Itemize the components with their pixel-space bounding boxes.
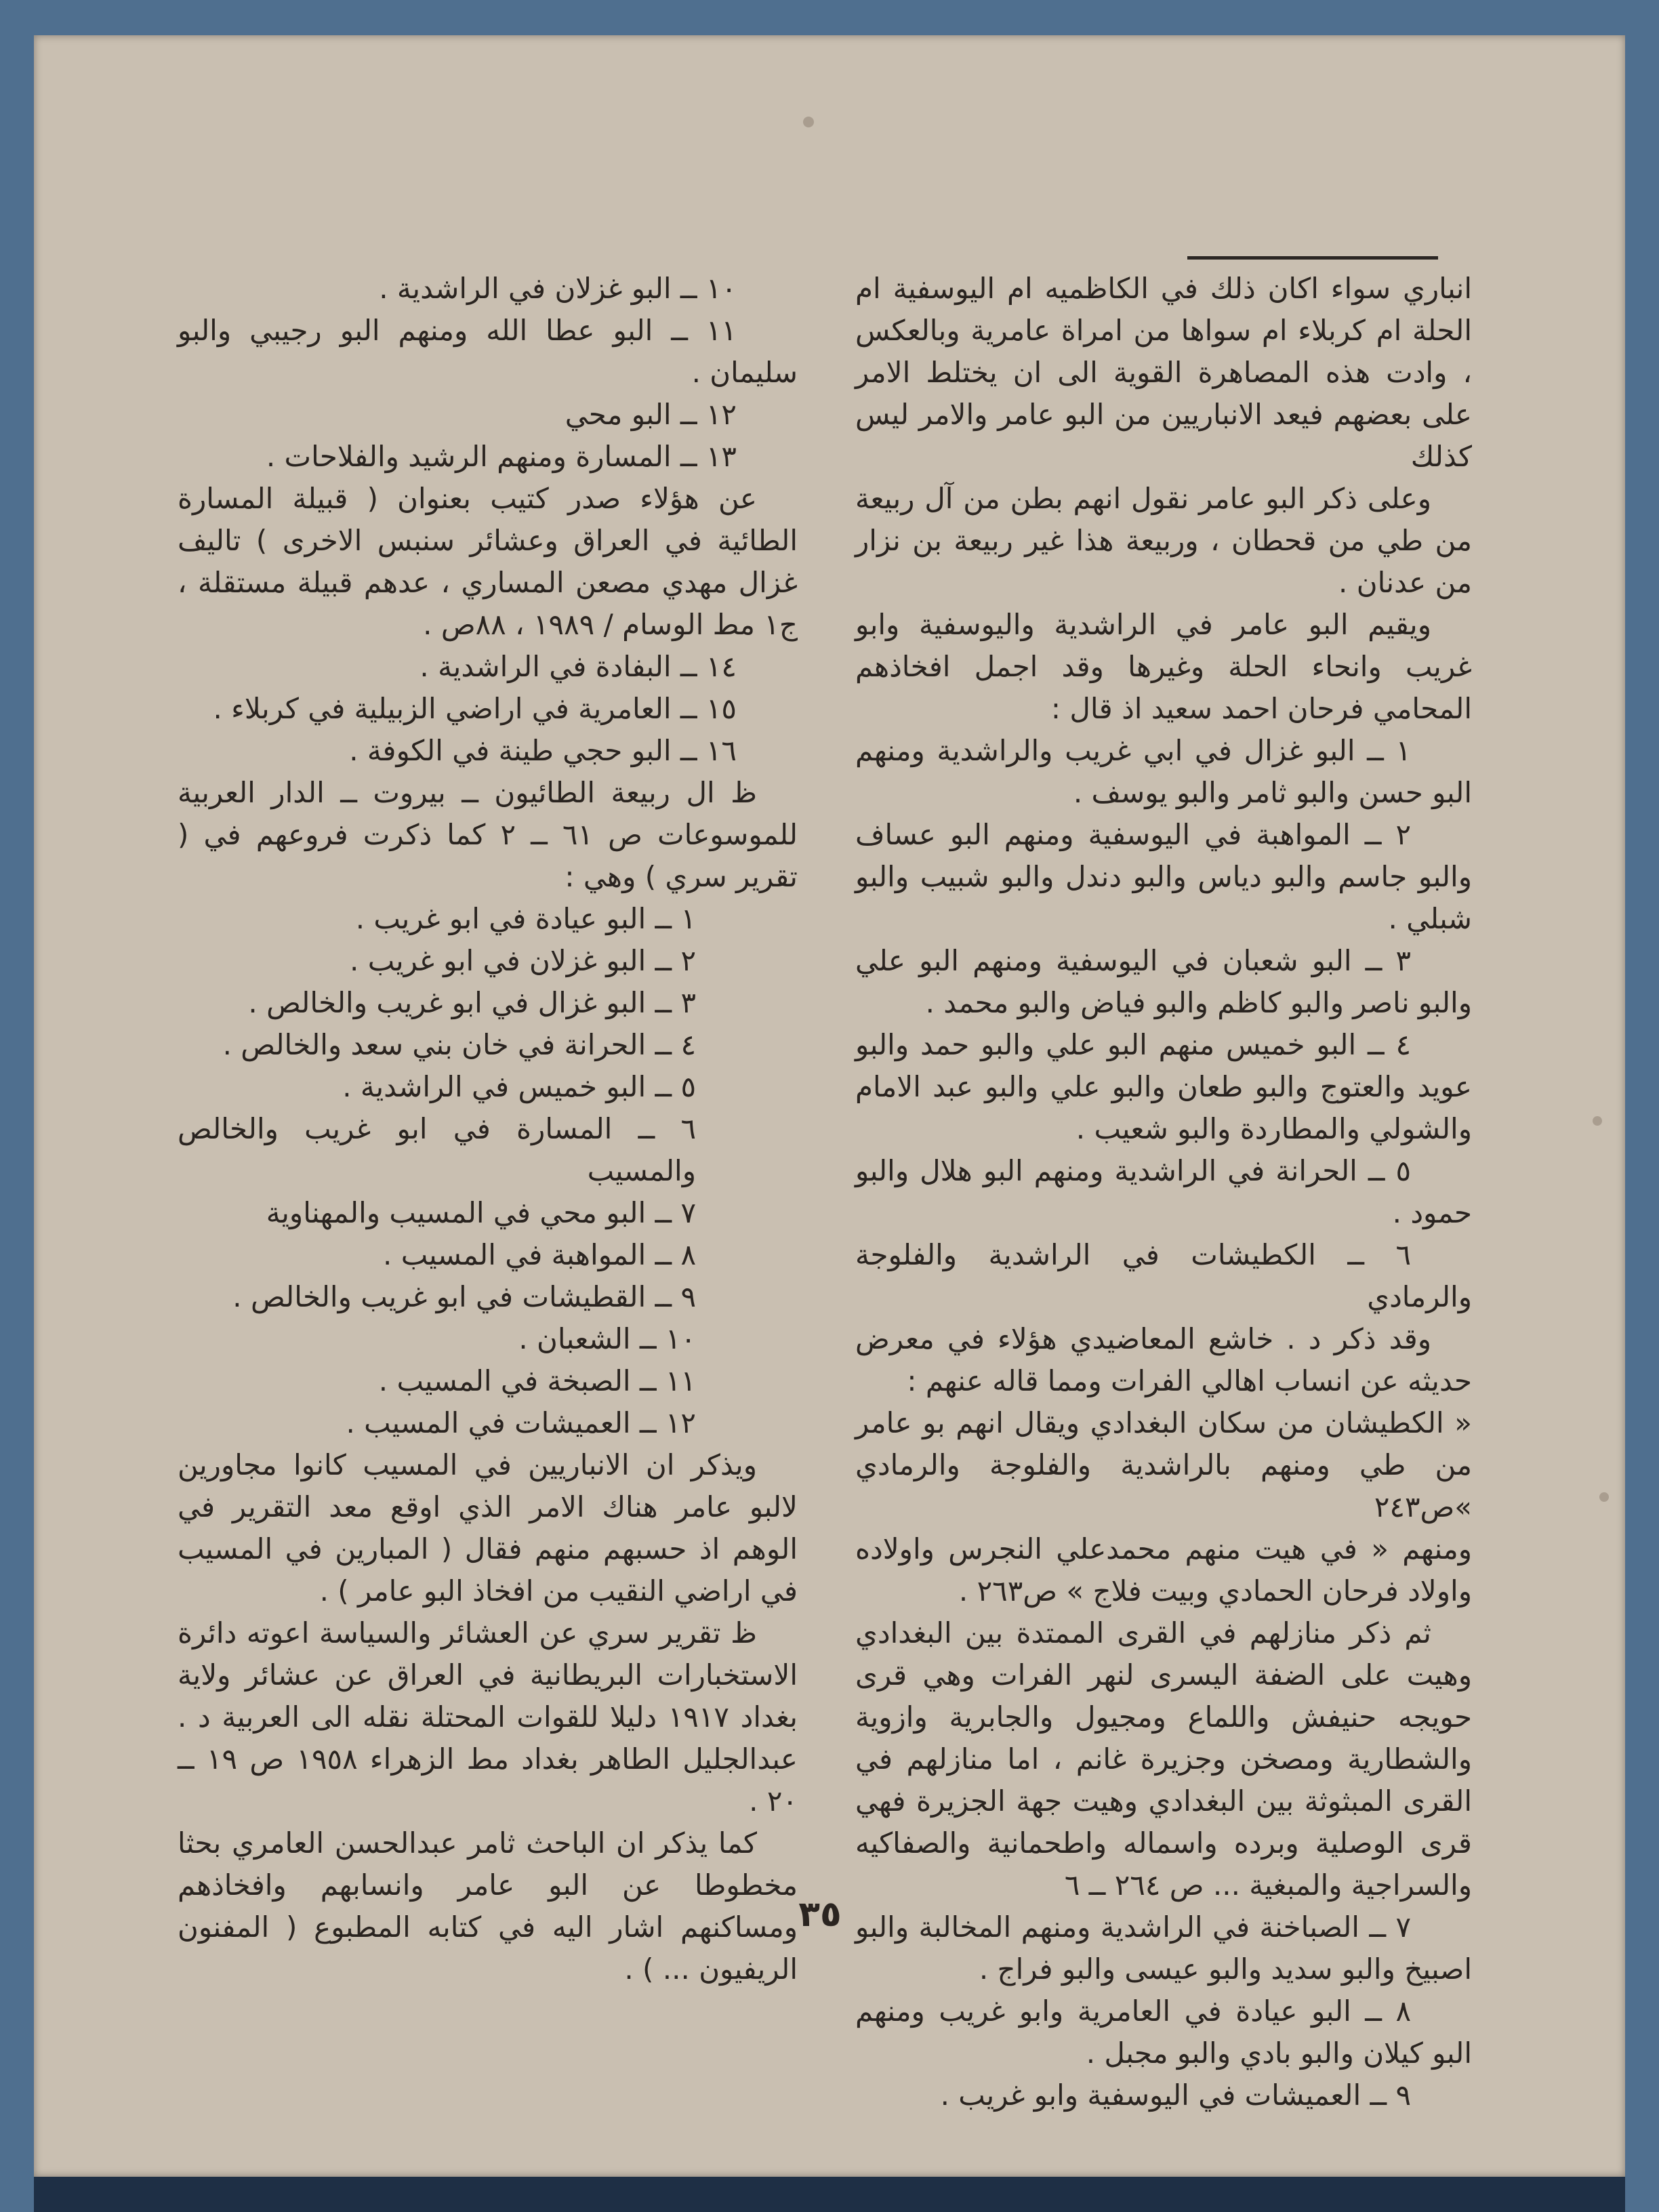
paragraph: ٨ ــ البو عيادة في العامرية وابو غريب ومنهم البو كيلان والبو بادي والبو مجبل . xyxy=(855,1994,1472,2070)
paper-stain xyxy=(1593,1116,1602,1126)
paragraph: ظ تقرير سري عن العشائر والسياسة اعوته دائرة الاستخبارات البريطانية في العراق عن عشائر ولاية بغداد ١٩١٧ دليلا للقوات المحتلة نقله الى العربية د . عبدالجليل الطاهر بغداد مط الزهراء ١٩٥٨ ص ١٩ ــ ٢٠ . xyxy=(178,1616,798,1818)
page-number: ٣٥ xyxy=(798,1894,842,1935)
paragraph: ٤ ــ البو خميس منهم البو علي والبو حمد والبو عويد والعتوج والبو طعان والبو علي والبو عبد الامام والشولي والمطاردة والبو شعيب . xyxy=(855,1028,1472,1145)
paragraph: ٧ ــ الصباخنة في الراشدية ومنهم المخالبة والبو اصبيخ والبو سديد والبو عيسى والبو فراج . xyxy=(855,1910,1472,1986)
paragraph: « الكطيشان من سكان البغدادي ويقال انهم بو عامر من طي ومنهم بالراشدية والفلوجة والرمادي »ص٢٤٣ xyxy=(855,1406,1472,1523)
paragraph: ٤ ــ الحرانة في خان بني سعد والخالص . xyxy=(222,1028,696,1061)
paragraph: ثم ذكر منازلهم في القرى الممتدة بين البغدادي وهيت على الضفة اليسرى لنهر الفرات وهي قرى حويجه حنيفش واللماع ومجيول والجابرية وازوية والشطارية ومصخن وجزيرة غانم ، اما منازلهم في القرى المبثوثة بين البغدادي وهيت جهة الجزيرة فهي قرى الوصلية وبرده واسماله واطحمانية والصفاكيه والسراجية والمبغية ... ص ٢٦٤ ــ ٦ xyxy=(855,1616,1472,1902)
paragraph: ١٠ ــ البو غزلان في الراشدية . xyxy=(379,272,737,305)
paragraph: ٥ ــ البو خميس في الراشدية . xyxy=(342,1070,696,1103)
paragraph: ٦ ــ الكطيشات في الراشدية والفلوجة والرمادي xyxy=(855,1238,1472,1313)
paragraph: عن هؤلاء صدر كتيب بعنوان ( قبيلة المسارة الطائية في العراق وعشائر سنبس الاخرى ) تاليف غزال مهدي مصعن المساري ، عدهم قبيلة مستقلة ، ج١ مط الوسام / ١٩٨٩ ، ٨٨ص . xyxy=(178,482,798,641)
header-rule xyxy=(1187,256,1438,260)
paragraph: انباري سواء اكان ذلك في الكاظميه ام اليوسفية ام الحلة ام كربلاء ام سواها من امراة عامرية وبالعكس ، وادت هذه المصاهرة القوية الى ان يختلط الامر على بعضهم فيعد الانباريين من البو عامر والامر ليس كذلك xyxy=(855,272,1472,473)
paragraph: ١١ ــ البو عطا الله ومنهم البو رجيبي والبو سليمان . xyxy=(178,314,798,389)
paragraph: ١٦ ــ البو حجي طينة في الكوفة . xyxy=(349,734,737,767)
paragraph: ٢ ــ البو غزلان في ابو غريب . xyxy=(350,944,696,977)
paragraph: وعلى ذكر البو عامر نقول انهم بطن من آل ربيعة من طي من قحطان ، وربيعة هذا غير ربيعة بن نزار من عدنان . xyxy=(855,482,1472,599)
paragraph: ٢ ــ المواهبة في اليوسفية ومنهم البو عساف والبو جاسم والبو دياس والبو دندل والبو شبيب والبو شبلي . xyxy=(855,818,1472,935)
paragraph: ويقيم البو عامر في الراشدية واليوسفية وابو غريب وانحاء الحلة وغيرها وقد اجمل افخاذهم المحامي فرحان احمد سعيد اذ قال : xyxy=(855,608,1472,725)
right-text-column xyxy=(855,268,1472,2116)
paragraph: ٧ ــ البو محي في المسيب والمهناوية xyxy=(266,1196,696,1229)
left-text-column xyxy=(178,268,798,1990)
paper-stain xyxy=(1599,1492,1609,1502)
paragraph: ٩ ــ العميشات في اليوسفية وابو غريب . xyxy=(940,2078,1411,2112)
paragraph: ٣ ــ البو شعبان في اليوسفية ومنهم البو علي والبو ناصر والبو كاظم والبو فياض والبو محمد . xyxy=(855,944,1472,1019)
paragraph: ومنهم « في هيت منهم محمدعلي النجرس واولاده واولاد فرحان الحمادي وبيت فلاج » ص٢٦٣ . xyxy=(855,1532,1472,1607)
paragraph: ١٣ ــ المسارة ومنهم الرشيد والفلاحات . xyxy=(266,440,737,473)
paragraph: ١٢ ــ العميشات في المسيب . xyxy=(346,1406,696,1439)
paragraph: ٦ ــ المسارة في ابو غريب والخالص والمسيب xyxy=(178,1112,696,1187)
paragraph: ١٥ ــ العامرية في اراضي الزبيلية في كربلاء . xyxy=(213,692,737,725)
paragraph: ويذكر ان الانباريين في المسيب كانوا مجاورين لالبو عامر هناك الامر الذي اوقع معد التقرير في الوهم اذ حسبهم منهم فقال ( المبارين في المسيب في اراضي النقيب من افخاذ البو عامر ) . xyxy=(178,1448,798,1607)
page-edge-shadow xyxy=(34,2177,1625,2212)
paragraph: كما يذكر ان الباحث ثامر عبدالحسن العامري بحثا مخطوطا عن البو عامر وانسابهم وافخاذهم ومساكنهم اشار اليه في كتابه المطبوع ( المفنون الريفيون ... ) . xyxy=(178,1826,798,1986)
paragraph: ١ ــ البو غزال في ابي غريب والراشدية ومنهم البو حسن والبو ثامر والبو يوسف . xyxy=(855,734,1472,809)
paragraph: ١ ــ البو عيادة في ابو غريب . xyxy=(355,902,696,935)
paragraph: ١١ ــ الصبخة في المسيب . xyxy=(378,1364,696,1397)
paragraph: ٨ ــ المواهبة في المسيب . xyxy=(383,1238,696,1271)
paper-stain xyxy=(803,117,814,127)
paragraph: ١٢ ــ البو محي xyxy=(565,398,737,431)
paragraph: وقد ذكر د . خاشع المعاضيدي هؤلاء في معرض حديثه عن انساب اهالي الفرات ومما قاله عنهم : xyxy=(855,1322,1472,1397)
paragraph: ١٠ ــ الشعبان . xyxy=(518,1322,696,1355)
paragraph: ١٤ ــ البفادة في الراشدية . xyxy=(419,650,737,683)
paragraph: ٩ ــ القطيشات في ابو غريب والخالص . xyxy=(232,1280,696,1313)
paragraph: ٣ ــ البو غزال في ابو غريب والخالص . xyxy=(248,986,696,1019)
paragraph: ظ ال ربيعة الطائيون ــ بيروت ــ الدار العربية للموسوعات ص ٦١ ــ ٢ كما ذكرت فروعهم في ( تقرير سري ) وهي : xyxy=(178,776,798,893)
paragraph: ٥ ــ الحرانة في الراشدية ومنهم البو هلال والبو حمود . xyxy=(855,1154,1472,1229)
